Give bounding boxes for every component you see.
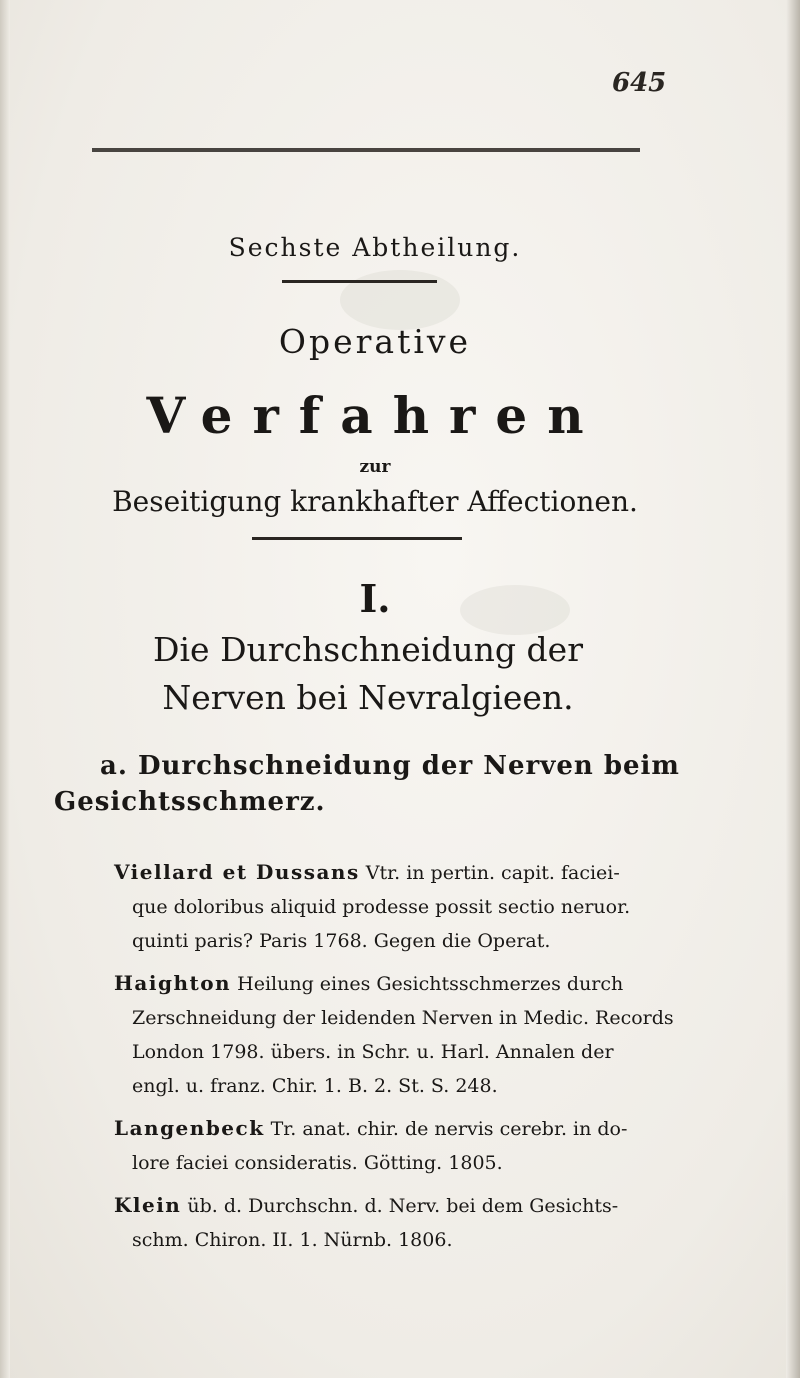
title-line-verfahren: Verfahren bbox=[146, 386, 604, 445]
reference-text: engl. u. franz. Chir. 1. B. 2. St. S. 248. bbox=[132, 1075, 498, 1097]
header-rule bbox=[92, 148, 640, 152]
reference-entry bbox=[114, 855, 702, 958]
reference-text: London 1798. übers. in Schr. u. Harl. Annalen der bbox=[132, 1041, 614, 1063]
divider-rule bbox=[282, 280, 437, 283]
reference-text: Heilung eines Gesichtsschmerzes durch bbox=[231, 973, 624, 995]
divider-rule bbox=[252, 537, 462, 540]
subsection-label-continued: Gesichtsschmerz. bbox=[54, 787, 326, 817]
reference-text: schm. Chiron. II. 1. Nürnb. 1806. bbox=[132, 1229, 453, 1251]
reference-author: Langenbeck bbox=[114, 1116, 265, 1140]
reference-author: Viellard et Dussans bbox=[114, 860, 360, 884]
reference-entry bbox=[114, 1188, 702, 1257]
reference-text: Zerschneidung der leidenden Nerven in Medic. Records bbox=[132, 1007, 674, 1029]
reference-text: quinti paris? Paris 1768. Gegen die Operat. bbox=[132, 930, 551, 952]
page-edge-right bbox=[786, 0, 800, 1378]
reference-text: Vtr. in pertin. capit. faciei- bbox=[359, 862, 620, 884]
reference-entry bbox=[114, 1111, 702, 1180]
reference-text: üb. d. Durchschn. d. Nerv. bei dem Gesichts- bbox=[181, 1195, 619, 1217]
reference-list bbox=[114, 855, 702, 1265]
reference-entry bbox=[114, 966, 702, 1103]
title-line-operative: Operative bbox=[278, 322, 472, 361]
chapter-title: Die Durchschneidung der Nerven bei Nevralgieen. bbox=[153, 630, 583, 717]
section-heading: Sechste Abtheilung. bbox=[228, 233, 522, 262]
paper-stain bbox=[340, 270, 460, 330]
subsection-label: a. Durchschneidung der Nerven beim bbox=[100, 751, 680, 781]
reference-text: que doloribus aliquid prodesse possit sectio neruor. bbox=[132, 896, 631, 918]
page-number: 645 bbox=[612, 68, 667, 98]
chapter-number: I. bbox=[359, 576, 391, 621]
reference-text: lore faciei consideratis. Götting. 1805. bbox=[132, 1152, 503, 1174]
page-edge-left bbox=[0, 0, 10, 1378]
subsection-heading bbox=[54, 748, 690, 820]
title-line-beseitigung: Beseitigung krankhafter Affectionen. bbox=[112, 485, 638, 518]
title-line-zur: zur bbox=[359, 457, 391, 477]
reference-author: Klein bbox=[114, 1193, 182, 1217]
reference-text: Tr. anat. chir. de nervis cerebr. in do- bbox=[264, 1118, 628, 1140]
reference-author: Haighton bbox=[114, 971, 232, 995]
